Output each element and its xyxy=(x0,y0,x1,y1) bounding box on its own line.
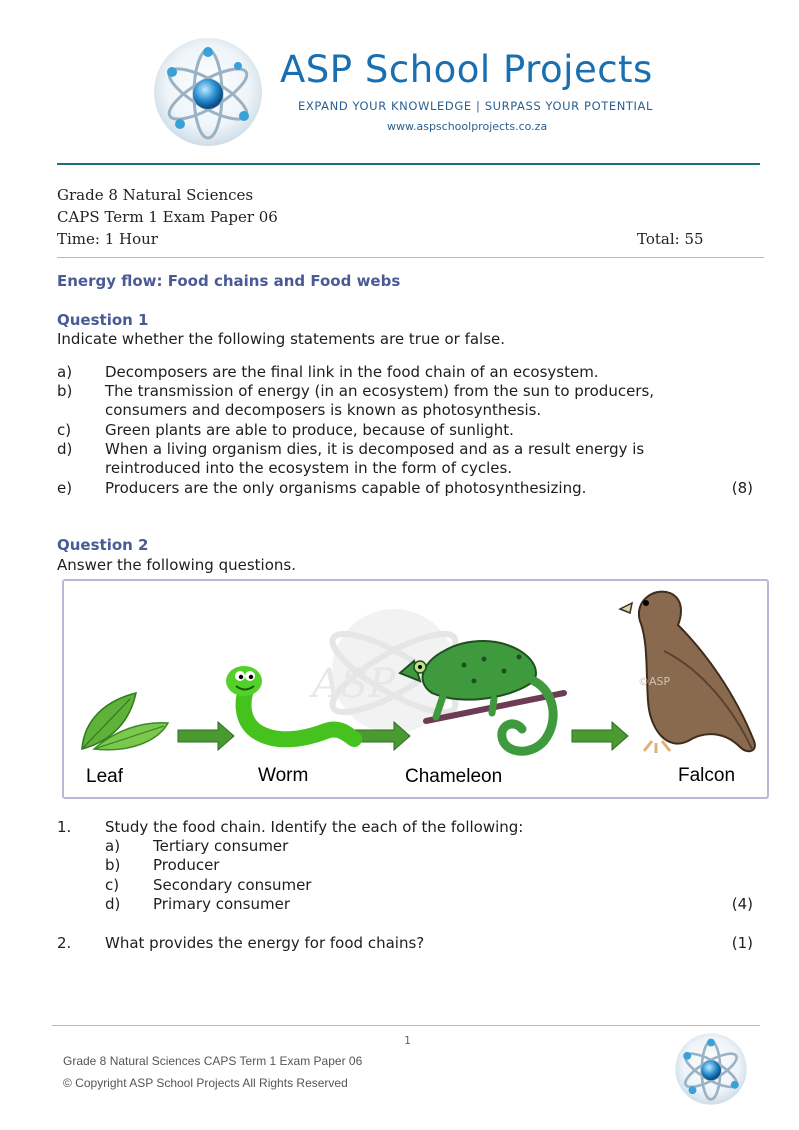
paper-grade: Grade 8 Natural Sciences xyxy=(57,186,254,204)
paper-total: Total: 55 xyxy=(637,230,704,248)
falcon-watermark: ©ASP xyxy=(638,675,671,688)
q1-letter-e: e) xyxy=(57,479,73,497)
footer-copyright: © Copyright ASP School Projects All Rights Reserved xyxy=(63,1076,348,1090)
q1-item-d-line1: When a living organism dies, it is decomposed and as a result energy is xyxy=(105,440,645,458)
figure-watermark: ASP xyxy=(312,661,396,707)
q1-item-a: Decomposers are the final link in the food chain of an ecosystem. xyxy=(105,363,599,381)
falcon-illustration xyxy=(620,592,755,753)
q1-letter-d: d) xyxy=(57,440,73,458)
q2-sub1-item-b: Producer xyxy=(153,856,220,874)
q2-sub1-text: Study the food chain. Identify the each of the following: xyxy=(105,818,524,836)
q2-sub1-letter-c: c) xyxy=(105,876,120,894)
arrow-1-icon xyxy=(178,722,234,750)
q1-item-b-line2: consumers and decomposers is known as photosynthesis. xyxy=(105,401,542,419)
q2-sub1-item-c: Secondary consumer xyxy=(153,876,312,894)
food-chain-figure xyxy=(62,579,769,799)
q2-sub2-number: 2. xyxy=(57,934,72,952)
logo-atom xyxy=(152,36,264,148)
q1-instruction: Indicate whether the following statements are true or false. xyxy=(57,330,506,348)
section-title: Energy flow: Food chains and Food webs xyxy=(57,272,401,290)
q2-title: Question 2 xyxy=(57,536,149,554)
footer-logo-icon xyxy=(674,1032,748,1106)
figure-label-worm: Worm xyxy=(258,765,309,786)
page-number: 1 xyxy=(404,1034,411,1047)
header-divider xyxy=(57,163,760,165)
q1-item-c: Green plants are able to produce, because of sunlight. xyxy=(105,421,514,439)
figure-label-chameleon: Chameleon xyxy=(405,766,503,787)
figure-label-falcon: Falcon xyxy=(678,765,736,786)
brand-url[interactable]: www.aspschoolprojects.co.za xyxy=(387,120,548,133)
figure-label-leaf: Leaf xyxy=(86,766,123,787)
footer-divider xyxy=(52,1025,760,1026)
q2-sub2-text: What provides the energy for food chains? xyxy=(105,934,425,952)
brand-tagline: EXPAND YOUR KNOWLEDGE | SURPASS YOUR POTENTIAL xyxy=(298,99,654,113)
arrow-3-icon xyxy=(572,722,628,750)
q2-sub1-item-a: Tertiary consumer xyxy=(153,837,289,855)
q1-letter-a: a) xyxy=(57,363,73,381)
q1-item-e: Producers are the only organisms capable of photosynthesizing. xyxy=(105,479,587,497)
q2-sub2-marks: (1) xyxy=(731,934,753,952)
footer-paper-title: Grade 8 Natural Sciences CAPS Term 1 Exam Paper 06 xyxy=(63,1054,363,1068)
q2-sub1-marks: (4) xyxy=(731,895,753,913)
q2-sub1-number: 1. xyxy=(57,818,72,836)
brand-title: ASP School Projects xyxy=(280,48,653,91)
q2-sub1-letter-a: a) xyxy=(105,837,121,855)
q2-sub1-letter-b: b) xyxy=(105,856,121,874)
q1-letter-c: c) xyxy=(57,421,72,439)
q1-letter-b: b) xyxy=(57,382,73,400)
info-divider xyxy=(57,257,764,258)
paper-term: CAPS Term 1 Exam Paper 06 xyxy=(57,208,278,226)
leaf-illustration xyxy=(82,693,168,750)
paper-time: Time: 1 Hour xyxy=(57,230,158,248)
q1-item-b-line1: The transmission of energy (in an ecosystem) from the sun to producers, xyxy=(105,382,655,400)
q2-instruction: Answer the following questions. xyxy=(57,556,296,574)
q1-title: Question 1 xyxy=(57,311,149,329)
q2-sub1-letter-d: d) xyxy=(105,895,121,913)
q1-marks: (8) xyxy=(731,479,753,497)
q2-sub1-item-d: Primary consumer xyxy=(153,895,290,913)
q1-item-d-line2: reintroduced into the ecosystem in the form of cycles. xyxy=(105,459,513,477)
